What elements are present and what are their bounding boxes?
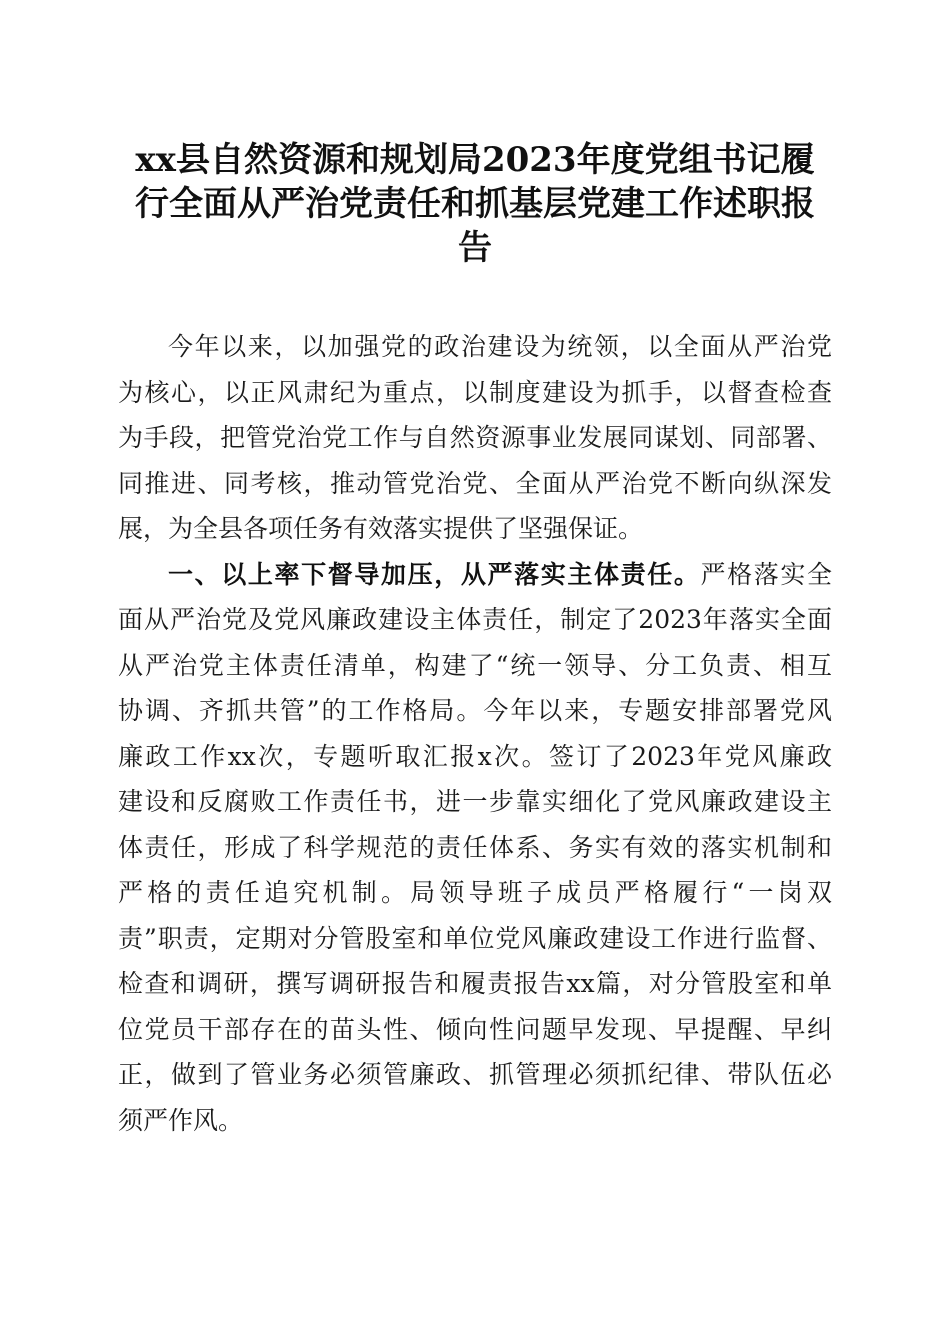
paragraph-line: 为核心，以正风肃纪为重点，以制度建设为抓手，以督查检查 [118,377,832,407]
paragraph-line: 严格的责任追究机制。局领导班子成员严格履行“一岗双 [118,878,832,907]
intro-paragraph [118,324,832,552]
paragraph-line: 为手段，把管党治党工作与自然资源事业发展同谋划、同部署、 [118,423,832,452]
paragraph-line: 同推进、同考核，推动管党治党、全面从严治党不断向纵深发 [118,468,832,498]
document-body [118,324,832,1143]
paragraph-line: 建设和反腐败工作责任书，进一步靠实细化了党风廉政建设主 [118,787,832,816]
paragraph-line: 检查和调研，撰写调研报告和履责报告xx篇，对分管股室和单 [118,969,832,998]
paragraph-line: 正，做到了管业务必须管廉政、抓管理必须抓纪律、带队伍必 [118,1060,832,1089]
paragraph-line: 从严治党主体责任清单，构建了“统一领导、分工负责、相互 [118,650,832,680]
paragraph-line: 协调、齐抓共管”的工作格局。今年以来，专题安排部署党风 [118,696,832,725]
title-line: 行全面从严治党责任和抓基层党建工作述职报 [135,184,815,224]
paragraph-line: 面从严治党及党风廉政建设主体责任，制定了2023年落实全面 [118,605,832,634]
paragraph-line: 位党员干部存在的苗头性、倾向性问题早发现、早提醒、早纠 [118,1014,832,1044]
section-heading-continuation: 严格落实全 [700,559,832,589]
paragraph-line: 体责任，形成了科学规范的责任体系、务实有效的落实机制和 [118,832,832,862]
paragraph-line [118,552,832,598]
paragraph-line: 今年以来，以加强党的政治建设为统领，以全面从严治党 [168,332,832,361]
paragraph-line: 责”职责，定期对分管股室和单位党风廉政建设工作进行监督、 [118,923,832,953]
title-line: 告 [458,228,492,268]
title-line: xx县自然资源和规划局2023年度党组书记履 [135,140,815,180]
section-1-paragraph [118,552,832,1144]
paragraph-line: 廉政工作xx次，专题听取汇报x次。签订了2023年党风廉政 [118,741,832,771]
section-heading: 一、以上率下督导加压，从严落实主体责任。 [168,559,701,589]
paragraph-line: 须严作风。 [118,1105,244,1135]
document-title [118,138,832,270]
paragraph-line: 展，为全县各项任务有效落实提供了坚强保证。 [118,514,644,543]
